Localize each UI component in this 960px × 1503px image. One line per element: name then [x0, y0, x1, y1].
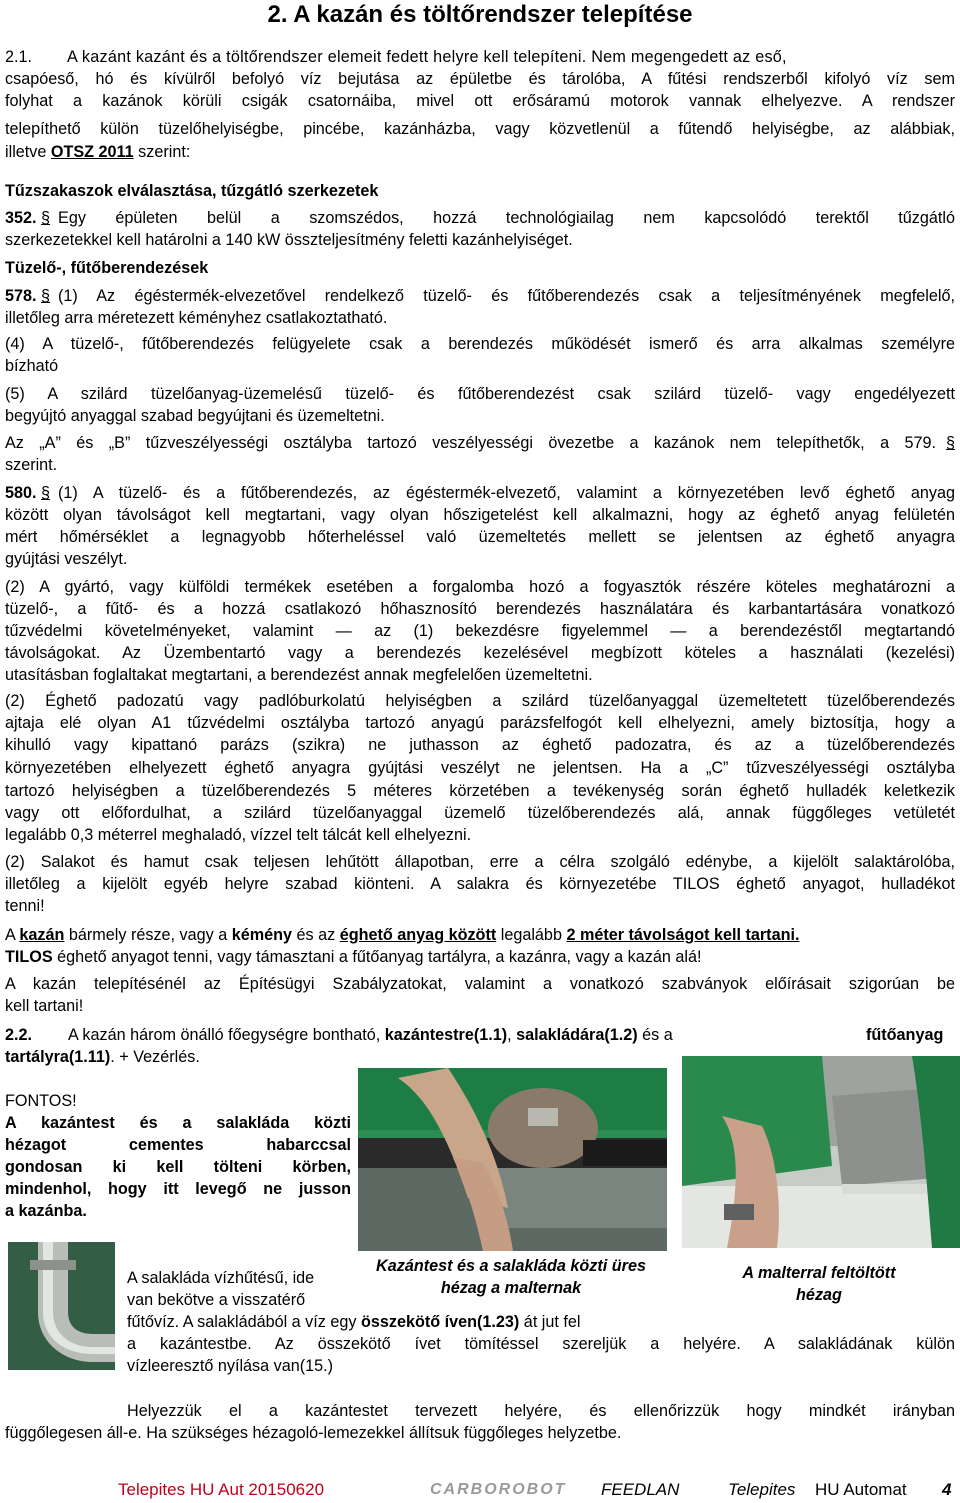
footer-telepites: Telepites — [728, 1480, 796, 1499]
photo-gap-empty — [358, 1068, 667, 1251]
paragraph-line: ajtaja elé olyan A1 tűzvédelmi osztályba tartozó anyagú parázsfelfogót kell elhelyezni, amely biztosítja, hogy a — [5, 714, 955, 732]
section-352: 352. — [5, 209, 37, 227]
paragraph-line: a kazántestbe. Az összekötő ívet tömítéssel szereljük a helyére. A salakládának külön — [127, 1335, 955, 1353]
fontos-line: gondosan ki kell tölteni körben, — [5, 1158, 351, 1176]
paragraph-sign-icon: § — [41, 484, 51, 502]
paragraph-line — [5, 432, 955, 454]
paragraph-line — [5, 207, 955, 229]
fontos-line: mindenhol, hogy itt levegő ne jusson — [5, 1180, 351, 1198]
text: fűtővíz. A salakládából a víz egy — [127, 1313, 361, 1331]
text: , — [507, 1026, 512, 1044]
paragraph-sign-icon: § — [41, 287, 51, 305]
paragraph-line — [5, 482, 955, 504]
text: salakládára(1.2) — [516, 1026, 638, 1044]
warning-line — [5, 946, 701, 968]
paragraph-line: A kazán telepítésénél az Építésügyi Szabályzatokat, valamint a vonatkozó szabványok előírásait szigorúan be — [5, 975, 955, 993]
paragraph-line: tartozó helyiségben a tüzelőberendezés 5 méteres körzetében a tevékenység során éghető hulladék keletkezik — [5, 782, 955, 800]
footer-product: FEEDLAN — [601, 1480, 680, 1499]
footer-variant: HU Automat — [815, 1480, 907, 1499]
warning-line — [5, 924, 799, 946]
paragraph-line: vízleeresztő nyílása van(15.) — [127, 1357, 334, 1375]
paragraph-line: bízható — [5, 357, 59, 375]
photo-connector-pipe-image — [8, 1242, 115, 1370]
paragraph-line: A salakláda vízhűtésű, ide — [127, 1269, 315, 1287]
paragraph-line: csapóeső, hó és kívülről befolyó víz bejutása az épületbe és tárolóba, A fűtési rendszerből kifolyó víz sem — [5, 70, 955, 88]
fontos-line: A kazántest és a salakláda közti — [5, 1114, 351, 1132]
paragraph-line: illetőleg a kijelölt egyéb helyre szabad kiönteni. A salakra és környezetébe TILOS éghető anyagot, hulladékot — [5, 875, 955, 893]
paragraph-line: van bekötve a visszatérő — [127, 1291, 306, 1309]
text: TILOS — [5, 948, 53, 966]
paragraph-line: folyhat a kazánok körüli csigák csatornáiba, mivel ott erősáramú motorok vannak elhelyezve. A rendszer — [5, 92, 955, 110]
text: 2 méter távolságot kell tartani. — [566, 926, 800, 944]
heading-tuzszakasz: Tűzszakaszok elválasztása, tűzgátló szerkezetek — [5, 182, 379, 200]
text: szerint: — [138, 143, 191, 161]
text: éghető anyagot tenni, vagy támasztani a fűtőanyag tartályra, a kazánra, vagy a kazán alá! — [52, 948, 702, 966]
text: legalább — [496, 926, 567, 944]
text: (1) Az égéstermék-elvezetővel rendelkező tüzelő- és fűtőberendezés csak a teljesítményének megfelelő, — [58, 287, 955, 305]
paragraph-line: szerkezetekkel kell határolni a 140 kW összteljesítmény feletti kazánhelyiséget. — [5, 231, 573, 249]
text: és a — [642, 1026, 673, 1044]
text: (1) A tüzelő- és a fűtőberendezés, az égéstermék-elvezető, valamint a környezetében levő éghető anyag — [58, 484, 955, 502]
paragraph-line: A kazánt kazánt és a töltőrendszer elemeit fedett helyre kell telepíteni. Nem megengedett az eső, — [67, 48, 787, 66]
text: Egy épületen belül a szomszédos, hozzá technológiailag nem kapcsolódó terektől tűzgátló — [58, 209, 955, 227]
text: kazántestre(1.1) — [384, 1026, 508, 1044]
paragraph-line: szerint. — [5, 456, 58, 474]
section-578: 578. — [5, 287, 37, 305]
caption-gap-filled: A malterral feltöltött hézag — [742, 1264, 896, 1304]
paragraph-line: gyújtási veszélyt. — [5, 550, 128, 568]
paragraph-line: tenni! — [5, 897, 45, 915]
caption-gap-empty: Kazántest és a salakláda közti üres hézag a malternak — [376, 1257, 646, 1297]
text: illetve — [5, 143, 47, 161]
paragraph-line: begyújtó anyaggal szabad begyújtani és üzemeltetni. — [5, 407, 385, 425]
text: át jut fel — [519, 1313, 581, 1331]
paragraph-line: távolságokat. Az Üzembentartó vagy a berendezés kezelésével megbízott köteles a használati (kezelési) — [5, 644, 955, 662]
fontos-line: hézagot cementes habarccsal — [5, 1136, 351, 1154]
footer-brand-logo: CARBOROBOT — [430, 1481, 567, 1498]
heading-tuzelo: Tüzelő-, fűtőberendezések — [5, 259, 209, 277]
paragraph-line: utasításban foglaltakat megtartani, a berendezést annak megfelelően üzemeltetni. — [5, 666, 593, 684]
paragraph-line: (2) Éghető padozatú vagy padlóburkolatú helyiségben a szilárd tüzelőanyaggal üzemeltetett tüzelőberendezés — [5, 692, 955, 710]
paragraph-line: tűzvédelmi követelményeket, valamint — az (1) bekezdésre figyelemmel — a berendezéstől megtartandó — [5, 622, 955, 640]
paragraph-line — [5, 285, 955, 307]
section-number: 2.1. — [5, 48, 33, 66]
paragraph-sign-icon: § — [945, 434, 955, 452]
photo-gap-empty-image — [358, 1068, 667, 1251]
paragraph-line: vagy ott előfordulhat, a szilárd tüzelőanyaggal üzemelő tüzelőberendezés alá, annak függőleges vetületét — [5, 804, 955, 822]
text: fűtőanyag — [866, 1026, 944, 1044]
paragraph-line: Helyezzük el a kazántestet tervezett helyére, és ellenőrizzük hogy mindkét irányban — [127, 1402, 955, 1420]
paragraph-line: (2) A gyártó, vagy külföldi termékek esetében a forgalomba hozó a fogyasztók részére köteles meghatározni a — [5, 578, 955, 596]
paragraph-line: (4) A tüzelő-, fűtőberendezés felügyelete csak a berendezés működését ismerő és arra alkalmas személyre — [5, 335, 955, 353]
paragraph-line: között olyan távolságot kell megtartani, vagy olyan hőszigetelést kell alkalmazni, hogy az éghető anyag felületén — [5, 506, 955, 524]
paragraph-line: legalább 0,3 méterrel meghaladó, vízzel telt tálcát kell elhelyezni. — [5, 826, 472, 844]
text: A — [5, 926, 20, 944]
photo-connector-pipe — [8, 1242, 115, 1370]
paragraph-line — [127, 1311, 581, 1333]
paragraph-line — [5, 141, 190, 163]
paragraph-line: illetőleg arra méretezett kéményhez csatlakoztatható. — [5, 309, 388, 327]
paragraph-line — [68, 1024, 673, 1046]
otsz-link[interactable]: OTSZ 2011 — [50, 143, 134, 161]
text: éghető anyag között — [339, 926, 497, 944]
paragraph-line: tüzelő-, a fűtő- és a hozzá csatlakozó hőhasznosító berendezés használatára és karbantartására vonatkozó — [5, 600, 955, 618]
paragraph-line: telepíthető külön tüzelőhelyiségbe, pincébe, kazánházba, vagy közvetlenül a fűtendő helyiségbe, az alábbiak, — [5, 120, 955, 138]
text: kémény — [231, 926, 293, 944]
paragraph-line: mért hőmérséklet a legnagyobb hőterheléssel való üzemeltetés mellett se jelentsen az éghető anyagra — [5, 528, 955, 546]
paragraph-line: (5) A szilárd tüzelőanyag-üzemelésű tüzelő- és fűtőberendezést csak szilárd tüzelő- vagy engedélyezett — [5, 385, 955, 403]
section-number: 2.2. — [5, 1026, 33, 1044]
text: összekötő íven(1.23) — [360, 1313, 520, 1331]
paragraph-line: (2) Salakot és hamut csak teljesen lehűtött állapotban, erre a célra szolgáló edénybe, a kijelölt salaktárolóba, — [5, 853, 955, 871]
photo-gap-filled-image — [682, 1056, 960, 1248]
paragraph-line: kell tartani! — [5, 997, 84, 1015]
paragraph-line: környezetében elhelyezett éghető anyagra gyújtási veszélyt ne jelentsen. Ha a „C” tűzveszélyességi osztályba — [5, 759, 955, 777]
photo-gap-filled — [682, 1056, 960, 1248]
footer-doc-code: Telepites HU Aut 20150620 — [118, 1480, 325, 1499]
text: A kazán három önálló főegységre bontható, — [68, 1026, 381, 1044]
text: Az „A” és „B” tűzveszélyességi osztályba tartozó veszélyességi övezetbe a kazánok nem telepíthetők, a 579. — [5, 434, 936, 452]
text: kazán — [19, 926, 65, 944]
paragraph-line: függőlegesen áll-e. Ha szükséges hézagoló-lemezekkel állítsuk függőleges helyzetbe. — [5, 1424, 622, 1442]
text: bármely része, vagy a — [64, 926, 232, 944]
page-number: 4 — [942, 1480, 952, 1499]
fontos-heading: FONTOS! — [5, 1092, 77, 1110]
fontos-line: a kazánba. — [5, 1202, 87, 1220]
text: és az — [292, 926, 340, 944]
paragraph-line — [5, 1046, 200, 1068]
text: tartályra(1.11) — [5, 1048, 111, 1066]
paragraph-line: kihulló vagy kipattanó parázs (szikra) ne juthasson az éghető padozatra, és az a tüzelőberendezés — [5, 736, 955, 754]
section-580: 580. — [5, 484, 37, 502]
page-title: 2. A kazán és töltőrendszer telepítése — [267, 1, 693, 28]
text: . + Vezérlés. — [110, 1048, 200, 1066]
paragraph-sign-icon: § — [41, 209, 51, 227]
